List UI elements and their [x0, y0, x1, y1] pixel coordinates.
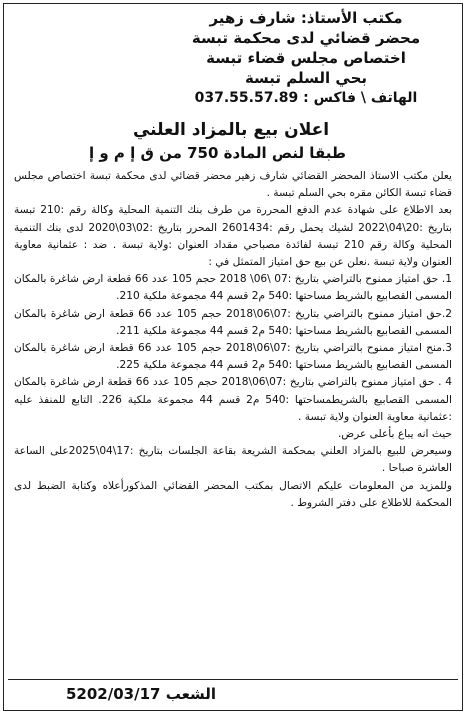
newspaper-name: الشعب — [165, 685, 217, 703]
office-jurisdiction: اختصاص مجلس قضاء تبسة — [206, 49, 406, 67]
list-item-2: 2.حق امتياز ممنوح بالتراضي بتاريخ :07\06\2018 حجم 105 عدد 66 قطعة ارض شاغرة بالمكان المسمى القصابيع بالشريط مساحتها :540 م2 قسم 44 مجموعة ملكية 211. — [14, 307, 452, 337]
notice-title: اعلان بيع بالمزاد العلني — [132, 120, 330, 140]
notice-subtitle: طبقا لنص المادة 750 من ق إ م و إ — [88, 144, 346, 162]
list-item-3: 3.منح امتياز ممنوح بالتراضي بتاريخ :07\06\2018 حجم 105 عدد 66 قطعة ارض شاغرة بالمكان المسمى القصابيع بالشريط مساحتها :540 م2 قسم 44 مجموعة ملكية 225. — [14, 342, 452, 372]
list-item-1: 1. حق امتياز ممنوح بالتراضي بتاريخ :07 \06\ 2018 حجم 105 عدد 66 قطعة ارض شاغرة بالمكان المسمى القصابيع بالشريط مساحتها :540 م2 قسم 44 مجموعة ملكية 210. — [14, 273, 452, 303]
paragraph-intro: يعلن مكتب الاستاذ المحضر القضائي شارف زهير محضر قضائي لدى محكمة تبسة اختصاص مجلس قضاء تبسة الكائن مقره بحي السلم تبسة . — [14, 170, 452, 200]
list-item-4: 4 . حق امتياز ممنوح بالتراضي بتاريخ :07\06\2018 حجم 105 عدد 66 قطعة ارض شاغرة بالمكان المسمى القصابيع بالشريطمساحتها :540 م2 قسم 44 مجموعة ملكية 226. التابع للمنفذ عليه :عثمانية معاوية العنوان ولاية تبسة . — [14, 376, 452, 423]
paragraph-sale-basis: حيث انه يباع بأعلى عرض. — [337, 428, 452, 441]
notice-title-block — [88, 118, 346, 164]
office-name: مكتب الأستاذ: شارف زهير — [209, 9, 403, 27]
office-role: محضر قضائي لدى محكمة تبسة — [191, 29, 421, 47]
office-header — [156, 8, 456, 108]
footer-divider — [8, 679, 458, 680]
publication-date: 5202/03/17 — [66, 685, 161, 703]
office-phone — [156, 88, 456, 108]
paragraph-background: بعد الاطلاع على شهادة عدم الدفع المحررة من طرف بنك التنمية المحلية وكالة رقم :210 تبسة بتاريخ :20\04\2022 لشيك يحمل رقم :2601434 المحرر بتاريخ :02\03\2020 لدى بنك التنمية المحلية وكالة رقم 210 تبسة لفائدة مصباحي مقداد العنوان :ولاية تبسة . ضد : عثمانية معاوية العنوان ولاية تبسة .نعلن عن بيع حق امتياز المتمثل في : — [14, 204, 452, 269]
phone-number: 037.55.57.89 — [194, 90, 299, 106]
newspaper-footer — [60, 683, 216, 705]
paragraph-sale-date: وسيعرض للبيع بالمزاد العلني بمحكمة الشريعة بقاعة الجلسات بتاريخ :17\04\2025على الساعة العاشرة صباحا . — [14, 445, 452, 475]
phone-label: الهاتف \ فاكس : — [303, 90, 418, 106]
office-address: بحي السلم تبسة — [244, 69, 368, 87]
paragraph-contact: وللمزيد من المعلومات عليكم الاتصال بمكتب المحضر القضائي المذكورأعلاه وكتابة الضبط لدى المحكمة للاطلاع على دفتر الشروط . — [14, 479, 452, 509]
notice-body — [14, 168, 452, 512]
